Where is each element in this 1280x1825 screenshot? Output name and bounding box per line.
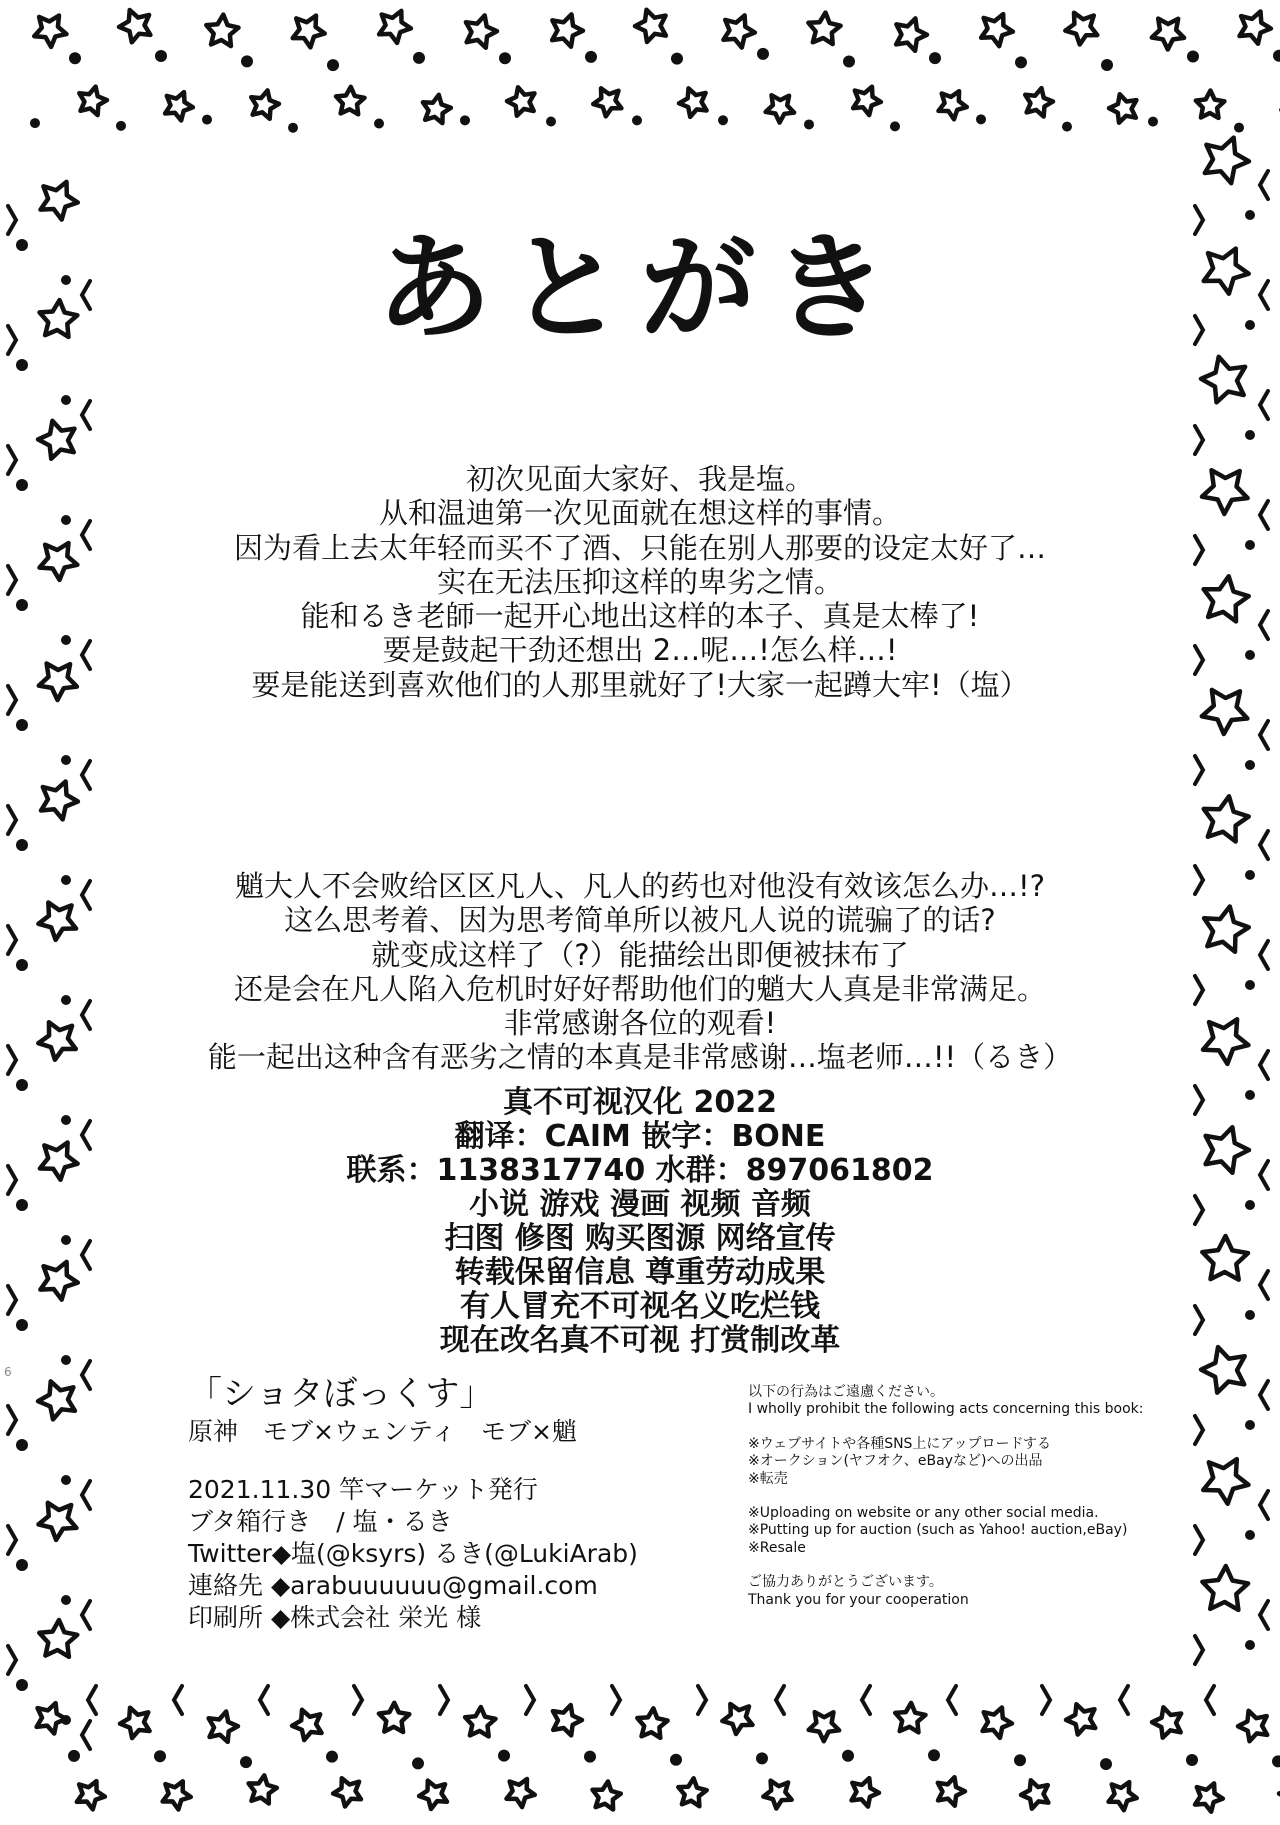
star-outline-icon	[336, 87, 365, 115]
star-outline-icon	[983, 1708, 1013, 1738]
dot-icon	[30, 118, 40, 128]
star-outline-icon	[1204, 796, 1249, 841]
credit-line: 现在改名真不可视 打赏制改革	[439, 1323, 841, 1358]
star-outline-icon	[939, 91, 967, 119]
release-line: 2021.11.30 竿マーケット発行	[188, 1475, 538, 1504]
dot-icon	[326, 1751, 338, 1763]
squiggle-icon	[1195, 536, 1203, 564]
dot-icon	[61, 1355, 71, 1365]
squiggle-icon	[8, 1646, 16, 1674]
star-outline-icon	[1152, 19, 1184, 50]
notice-en-thanks: Thank you for your cooperation	[748, 1591, 969, 1608]
afterword-line: 就变成这样了（?）能描绘出即便被抹布了	[371, 937, 909, 972]
squiggle-icon	[1120, 1686, 1128, 1714]
dot-icon	[155, 50, 167, 62]
afterword-line: 因为看上去太年轻而买不了酒、只能在别人那要的设定太好了…	[233, 530, 1046, 565]
dot-icon	[16, 1439, 28, 1451]
dot-icon	[1245, 870, 1255, 880]
squiggle-icon	[8, 566, 16, 594]
dot-icon	[585, 51, 597, 63]
squiggle-icon	[82, 1121, 90, 1149]
afterword-ruki	[160, 869, 1120, 1075]
dot-icon	[61, 1715, 71, 1725]
star-outline-icon	[379, 1703, 409, 1732]
dot-icon	[240, 1756, 252, 1768]
dot-icon	[1245, 1200, 1255, 1210]
dot-icon	[1245, 1310, 1255, 1320]
dot-icon	[61, 1475, 71, 1485]
star-outline-icon	[1202, 1566, 1248, 1610]
star-outline-icon	[507, 1779, 535, 1807]
dot-icon	[1014, 1754, 1026, 1766]
dot-icon	[61, 1595, 71, 1605]
star-outline-icon	[333, 1778, 361, 1806]
dot-icon	[68, 1750, 80, 1762]
star-outline-icon	[722, 1704, 752, 1734]
star-outline-icon	[678, 1778, 706, 1806]
dot-icon	[1100, 1758, 1112, 1770]
printer-line: 印刷所 ◆株式会社 栄光 様	[188, 1603, 482, 1632]
afterword-line: 还是会在凡人陷入危机时好好帮助他们的魈大人真是非常满足。	[233, 971, 1046, 1006]
star-outline-icon	[1203, 1019, 1249, 1064]
star-outline-icon	[423, 95, 451, 123]
squiggle-icon	[1260, 1271, 1268, 1299]
notice-jp-thanks: ご協力ありがとうございます。	[748, 1574, 943, 1591]
dot-icon	[1245, 1090, 1255, 1100]
squiggle-icon	[1260, 391, 1268, 419]
star-outline-icon	[39, 664, 77, 701]
colophon	[188, 1372, 748, 1634]
notice-en-item: ※Putting up for auction (such as Yahoo! auction,eBay)	[748, 1522, 1128, 1539]
notice-jp-item: ※オークション(ヤフオク、eBayなど)への出品	[748, 1453, 1043, 1470]
dot-icon	[1015, 56, 1027, 68]
star-outline-icon	[209, 1712, 238, 1742]
dot-icon	[1245, 980, 1255, 990]
squiggle-icon	[612, 1686, 620, 1714]
squiggle-icon	[82, 401, 90, 429]
notice-en-head: I wholly prohibit the following acts concerning this book:	[748, 1401, 1144, 1418]
star-outline-icon	[766, 95, 795, 122]
dot-icon	[61, 395, 71, 405]
squiggle-icon	[82, 761, 90, 789]
star-outline-icon	[1109, 1782, 1137, 1810]
notice-en-item: ※Uploading on website or any other social media.	[748, 1505, 1099, 1522]
star-outline-icon	[163, 1781, 191, 1809]
dot-icon	[1101, 59, 1113, 71]
squiggle-icon	[1195, 646, 1203, 674]
dot-icon	[61, 635, 71, 645]
star-outline-icon	[293, 16, 325, 48]
dot-icon	[202, 115, 212, 125]
dot-icon	[1245, 1640, 1255, 1650]
contact-line: 連絡先 ◆arabuuuuuu@gmail.com	[188, 1571, 598, 1600]
squiggle-icon	[1260, 1161, 1268, 1189]
dot-icon	[16, 719, 28, 731]
afterword-line: 能一起出这种含有恶劣之情的本真是非常感谢…塩老师…!!（るき）	[207, 1040, 1073, 1075]
star-outline-icon	[1025, 88, 1053, 116]
squiggle-icon	[1195, 1416, 1203, 1444]
star-outline-icon	[39, 1620, 77, 1657]
dot-icon	[890, 121, 900, 131]
dot-icon	[584, 1751, 596, 1763]
star-outline-icon	[507, 87, 535, 116]
notice-jp-item: ※ウェブサイトや各種SNS上にアップロードする	[748, 1435, 1052, 1452]
squiggle-icon	[1195, 1306, 1203, 1334]
dot-icon	[546, 117, 556, 127]
dot-icon	[1234, 123, 1244, 133]
notice-en-item: ※Resale	[748, 1539, 806, 1556]
squiggle-icon	[1206, 1686, 1214, 1714]
star-outline-icon	[119, 10, 150, 42]
afterword-line: 要是能送到喜欢他们的人那里就好了!大家一起蹲大牢!（塩）	[251, 667, 1029, 702]
dot-icon	[756, 1752, 768, 1764]
squiggle-icon	[776, 1686, 784, 1714]
dot-icon	[16, 1079, 28, 1091]
star-outline-icon	[41, 782, 78, 820]
star-outline-icon	[809, 1712, 840, 1741]
star-outline-icon	[40, 543, 78, 580]
dot-icon	[929, 52, 941, 64]
dot-icon	[1148, 117, 1158, 127]
credit-line: 扫图 修图 购买图源 网络宣传	[444, 1221, 836, 1256]
squiggle-icon	[1260, 501, 1268, 529]
dot-icon	[1245, 650, 1255, 660]
dot-icon	[632, 115, 642, 125]
squiggle-icon	[1195, 1086, 1203, 1114]
star-outline-icon	[120, 1708, 150, 1738]
star-outline-icon	[853, 87, 881, 115]
star-outline-icon	[852, 1778, 880, 1807]
squiggle-icon	[82, 881, 90, 909]
afterword-line: 魈大人不会败给区区凡人、凡人的药也对他没有效该怎么办…!?	[234, 869, 1046, 903]
dot-icon	[61, 1115, 71, 1125]
dot-icon	[61, 515, 71, 525]
afterword-line: 实在无法压抑这样的卑劣之情。	[436, 564, 843, 599]
star-outline-icon	[1240, 12, 1271, 44]
squiggle-icon	[1260, 1381, 1268, 1409]
squiggle-icon	[88, 1686, 96, 1714]
notice-jp-item: ※転売	[748, 1470, 788, 1487]
dot-icon	[1245, 540, 1255, 550]
star-outline-icon	[1238, 1711, 1267, 1741]
star-outline-icon	[38, 1022, 76, 1060]
squiggle-icon	[698, 1686, 706, 1714]
squiggle-icon	[1260, 941, 1268, 969]
star-outline-icon	[249, 1775, 277, 1803]
credit-line: 小说 游戏 漫画 视频 音频	[469, 1187, 811, 1222]
dot-icon	[69, 52, 81, 64]
star-outline-icon	[679, 88, 707, 117]
dot-icon	[61, 755, 71, 765]
star-outline-icon	[77, 1781, 105, 1809]
dot-icon	[1272, 1755, 1280, 1767]
dot-icon	[154, 1750, 166, 1762]
star-outline-icon	[466, 15, 497, 47]
squiggle-icon	[1195, 1526, 1203, 1554]
squiggle-icon	[1195, 976, 1203, 1004]
dot-icon	[842, 1750, 854, 1762]
star-outline-icon	[465, 1707, 495, 1736]
credit-line: 真不可视汉化 2022	[503, 1085, 777, 1120]
dot-icon	[16, 959, 28, 971]
star-outline-icon	[419, 1781, 447, 1809]
dot-icon	[843, 56, 855, 68]
star-outline-icon	[1202, 690, 1248, 734]
squiggle-icon	[82, 1721, 90, 1749]
credit-line: 有人冒充不可视名义吃烂钱	[460, 1289, 820, 1324]
dot-icon	[16, 599, 28, 611]
squiggle-icon	[1195, 426, 1203, 454]
dot-icon	[1245, 760, 1255, 770]
afterword-line: 这么思考着、因为思考简单所以被凡人说的谎骗了的话?	[284, 903, 996, 938]
star-outline-icon	[34, 16, 66, 47]
dot-icon	[61, 875, 71, 885]
dot-icon	[1187, 51, 1199, 63]
twitter-line: Twitter◆塩(@ksyrs) るき(@LukiArab)	[188, 1539, 638, 1568]
squiggle-icon	[8, 1526, 16, 1554]
squiggle-icon	[1260, 1051, 1268, 1079]
genre-line: 原神 モブ×ウェンティ モブ×魈	[188, 1417, 577, 1446]
dot-icon	[327, 59, 339, 71]
squiggle-icon	[82, 1361, 90, 1389]
star-outline-icon	[1195, 1783, 1223, 1811]
star-outline-icon	[1065, 13, 1097, 45]
star-outline-icon	[379, 11, 411, 43]
squiggle-icon	[82, 1481, 90, 1509]
star-outline-icon	[635, 10, 666, 42]
star-outline-icon	[763, 1781, 791, 1809]
star-outline-icon	[38, 903, 76, 940]
dot-icon	[1273, 50, 1280, 62]
star-outline-icon	[896, 18, 927, 50]
squiggle-icon	[82, 521, 90, 549]
dot-icon	[1186, 1754, 1198, 1766]
squiggle-icon	[1195, 756, 1203, 784]
dot-icon	[670, 1754, 682, 1766]
squiggle-icon	[82, 1001, 90, 1029]
star-outline-icon	[1201, 1347, 1245, 1393]
dot-icon	[16, 1319, 28, 1331]
dot-icon	[757, 48, 769, 60]
squiggle-icon	[1195, 866, 1203, 894]
dot-icon	[61, 995, 71, 1005]
dot-icon	[16, 839, 28, 851]
star-outline-icon	[1205, 138, 1249, 184]
star-outline-icon	[1204, 907, 1249, 952]
star-outline-icon	[1203, 1459, 1248, 1504]
star-outline-icon	[553, 1705, 582, 1735]
book-title: 「ショタぼっくす」	[188, 1374, 494, 1414]
dot-icon	[804, 119, 814, 129]
star-outline-icon	[1109, 94, 1136, 123]
dot-icon	[1245, 1420, 1255, 1430]
dot-icon	[499, 52, 511, 64]
star-outline-icon	[723, 15, 755, 47]
star-outline-icon	[552, 14, 583, 46]
star-outline-icon	[40, 1262, 77, 1300]
translation-credits	[160, 1086, 1120, 1358]
dot-icon	[413, 52, 425, 64]
star-outline-icon	[895, 1703, 925, 1733]
afterword-line: 从和温迪第一次见面就在想这样的事情。	[378, 496, 901, 531]
notice-jp-head: 以下の行為はご遠慮ください。	[748, 1384, 944, 1400]
dot-icon	[976, 114, 986, 124]
afterword-line: 要是鼓起干劲还想出 2…呢…!怎么样…!	[382, 633, 898, 668]
squiggle-icon	[174, 1686, 182, 1714]
star-outline-icon	[1021, 1780, 1048, 1809]
star-outline-icon	[1201, 357, 1245, 403]
star-outline-icon	[1066, 1704, 1095, 1734]
squiggle-icon	[1260, 721, 1268, 749]
credit-line: 转载保留信息 尊重劳动成果	[454, 1255, 826, 1290]
star-outline-icon	[40, 1143, 78, 1180]
star-outline-icon	[1202, 1236, 1248, 1280]
squiggle-icon	[1042, 1686, 1050, 1714]
squiggle-icon	[8, 806, 16, 834]
squiggle-icon	[1260, 831, 1268, 859]
dot-icon	[460, 115, 470, 125]
star-outline-icon	[292, 1710, 322, 1740]
squiggle-icon	[1260, 1491, 1268, 1519]
afterword-shio	[160, 462, 1120, 702]
star-outline-icon	[1152, 1707, 1181, 1737]
squiggle-icon	[82, 1241, 90, 1269]
star-outline-icon	[938, 1777, 965, 1806]
star-outline-icon	[1204, 576, 1249, 621]
squiggle-icon	[862, 1686, 870, 1714]
squiggle-icon	[82, 1601, 90, 1629]
star-outline-icon	[981, 14, 1013, 46]
squiggle-icon	[354, 1686, 362, 1714]
star-outline-icon	[1196, 91, 1225, 118]
dot-icon	[16, 1679, 28, 1691]
squiggle-icon	[526, 1686, 534, 1714]
afterword-line: 能和るき老師一起开心地出这样的本子、真是太棒了!	[300, 599, 980, 634]
credit-line: 联系：1138317740 水群：897061802	[346, 1153, 934, 1188]
star-outline-icon	[593, 88, 621, 116]
dot-icon	[16, 479, 28, 491]
star-outline-icon	[593, 1782, 621, 1810]
star-outline-icon	[1202, 470, 1248, 514]
dot-icon	[241, 55, 253, 67]
squiggle-icon	[1260, 1601, 1268, 1629]
squiggle-icon	[8, 1406, 16, 1434]
page-title: あとがき	[376, 221, 904, 356]
star-outline-icon	[165, 92, 193, 120]
star-outline-icon	[1206, 1127, 1249, 1173]
star-outline-icon	[38, 421, 75, 459]
squiggle-icon	[8, 1166, 16, 1194]
star-outline-icon	[38, 1381, 75, 1419]
prohibition-notice	[748, 1384, 1148, 1609]
circle-line: ブタ箱行き / 塩・るき	[188, 1507, 453, 1536]
squiggle-icon	[8, 686, 16, 714]
squiggle-icon	[8, 1046, 16, 1074]
star-outline-icon	[206, 15, 238, 46]
afterword-line: 初次见面大家好、我是塩。	[465, 462, 814, 496]
dot-icon	[1062, 122, 1072, 132]
dot-icon	[374, 119, 384, 129]
star-outline-icon	[251, 90, 279, 118]
squiggle-icon	[8, 926, 16, 954]
dot-icon	[116, 121, 126, 131]
squiggle-icon	[1260, 611, 1268, 639]
squiggle-icon	[440, 1686, 448, 1714]
squiggle-icon	[260, 1686, 268, 1714]
squiggle-icon	[948, 1686, 956, 1714]
dot-icon	[498, 1750, 510, 1762]
page-number: 6	[4, 1365, 12, 1379]
star-outline-icon	[39, 1503, 77, 1540]
dot-icon	[288, 123, 298, 133]
dot-icon	[671, 53, 683, 65]
credit-line: 翻译：CAIM 嵌字：BONE	[454, 1119, 826, 1154]
star-outline-icon	[808, 13, 840, 44]
dot-icon	[1245, 430, 1255, 440]
star-outline-icon	[79, 87, 107, 116]
dot-icon	[16, 1559, 28, 1571]
squiggle-icon	[1195, 1196, 1203, 1224]
afterword-line: 非常感谢各位的观看!	[503, 1006, 777, 1041]
dot-icon	[718, 115, 728, 125]
squiggle-icon	[8, 446, 16, 474]
dot-icon	[61, 1235, 71, 1245]
dot-icon	[928, 1749, 940, 1761]
squiggle-icon	[8, 1286, 16, 1314]
dot-icon	[16, 1199, 28, 1211]
squiggle-icon	[1195, 1636, 1203, 1664]
star-outline-icon	[637, 1708, 667, 1738]
squiggle-icon	[82, 641, 90, 669]
dot-icon	[1245, 1530, 1255, 1540]
dot-icon	[412, 1757, 424, 1769]
